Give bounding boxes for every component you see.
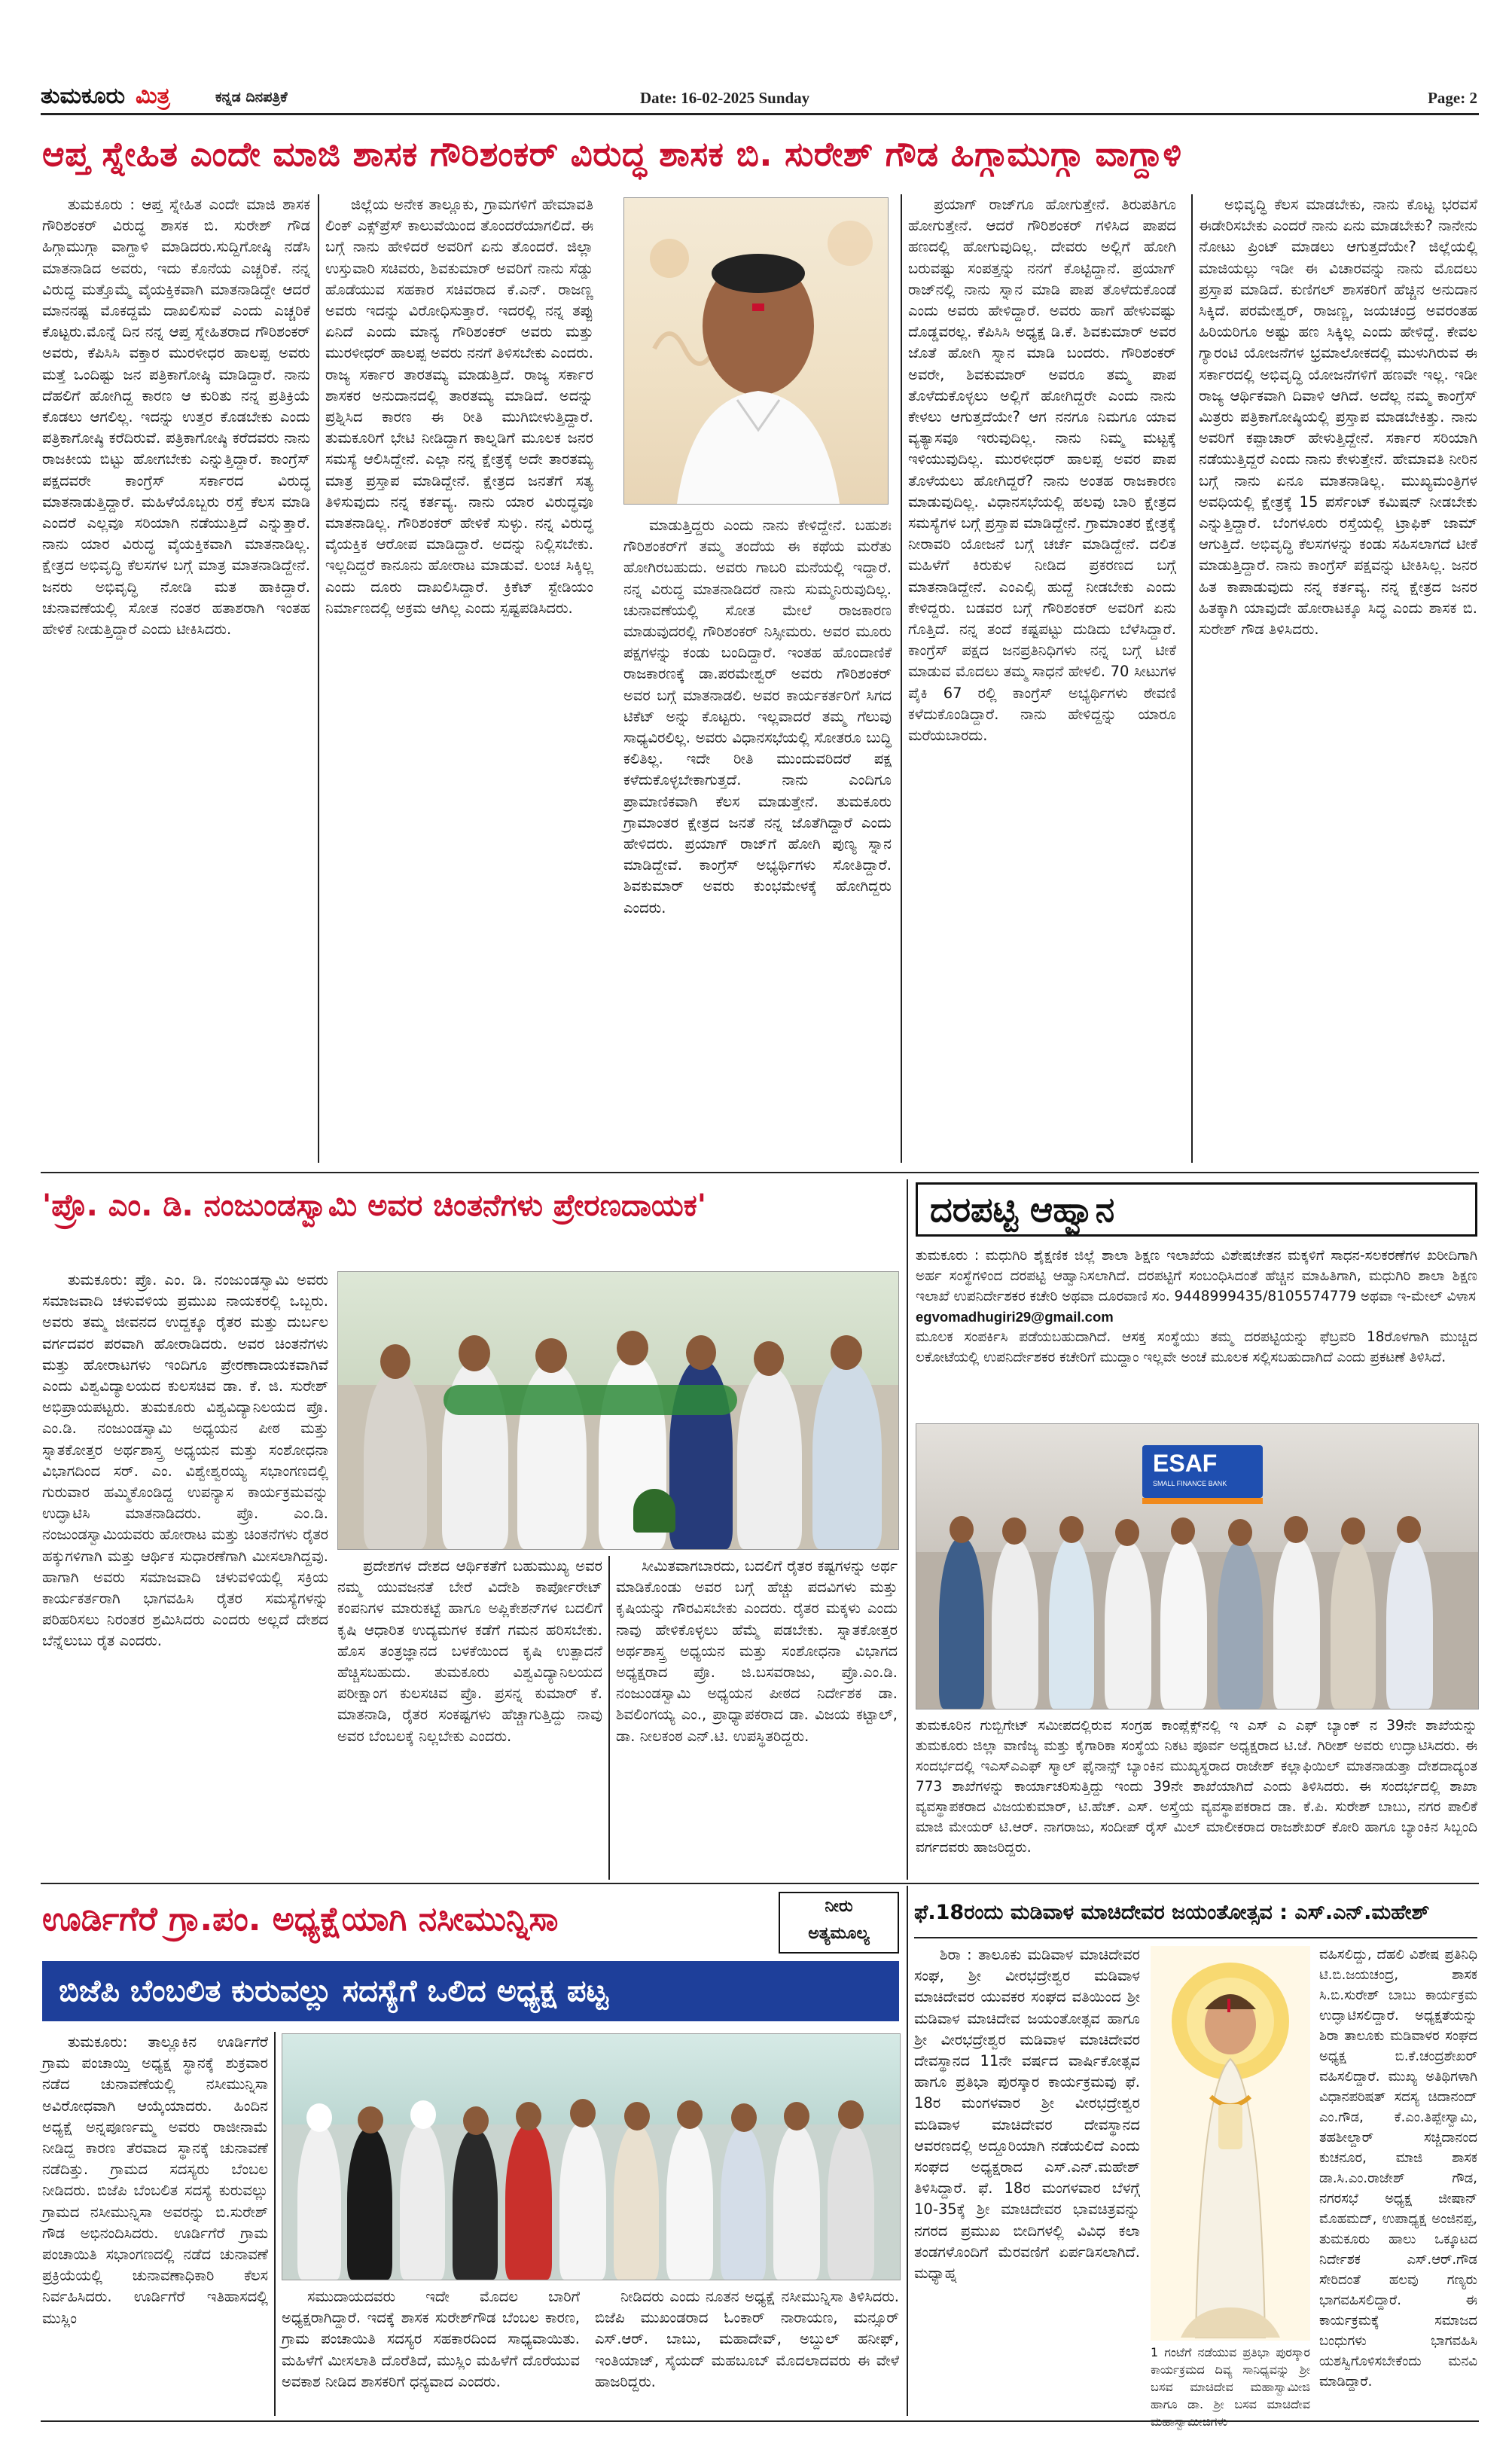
story4-image-caption-text: 1 ಗಂಟೆಗೆ ನಡೆಯುವ ಪ್ರತಿಭಾ ಪುರಸ್ಕಾರ ಕಾರ್ಯಕ್ರಮದ ದಿವ್ಯ ಸಾನಿಧ್ಯವನ್ನು ಶ್ರೀ ಬಸವ ಮಾಚಿದೇವ ಮಹಾಸ್ವಾಮೀಜಿ ಹಾಗೂ ಡಾ. ಶ್ರೀ ಬಸವ ಮಾಚಿದೇವ: [1151, 2345, 1310, 2411]
masthead-date: Date: 16-02-2025 Sunday: [640, 89, 810, 107]
story3-subhead-box: [42, 1961, 899, 2021]
person-head: [1171, 1517, 1195, 1545]
person-head: [624, 2102, 650, 2130]
person-head: [1341, 1517, 1365, 1545]
person-head: [380, 1344, 410, 1379]
person-head: [784, 2102, 809, 2130]
person-head: [754, 1341, 784, 1376]
person-figure: [364, 1370, 427, 1549]
masthead-page: Page: 2: [1428, 89, 1477, 107]
person-head: [950, 1516, 974, 1543]
column-rule: [608, 1556, 610, 1880]
story1-col3-text: ಮಾಡುತ್ತಿದ್ದರು ಎಂದು ನಾನು ಕೇಳಿದ್ದೇನೆ. ಬಹುಶಃ ಗೌರಿಶಂಕರ್‌ಗೆ ತಮ್ಮ ತಂದೆಯ ಈ ಕಥೆಯ ಮರೆತು ಹೋಗಿರಬಹುದು. ಅವರು ಗಾಬರಿ ಮನೆಯಲ್ಲಿ ಇದ್ದಾರೆ. ನನ್ನ ವಿರುದ್ಧ ಮಾತನಾಡಿದರೆ ನಾನು ಸುಮ್ಮನಿರುವುದಿಲ್ಲ. ಚುನಾವಣೆಯಲ್ಲಿ ಸೋತ ಮೇಲೆ ರಾಜಕಾರಣ ಮಾಡುವುದರಲ್ಲಿ ಗೌರಿಶಂಕರ್ ನಿಸ್ಸೀಮರು. ಅವರ ಮೂರು ಪಕ್ಷಗಳನ್ನು ಕಂಡು ಬಂದಿದ್ದಾರೆ. ಇಂತಹ ಹೊಂದಾಣಿಕೆ ರಾಜಕಾರಣಕ್ಕೆ ಡಾ.ಪರಮೇಶ್ವರ್ ಅವರು ಗೌರಿಶಂಕರ್ ಅವರ ಬಗ್ಗೆ ಮಾತನಾಡಲಿ. ಅವರ ಕಾರ್ಯಕರ್ತರಿಗೆ ಸಿಗದ ಟಿಕೆಟ್ ಅನ್ನು ಕೊಟ್ಟರು. ಇಲ್ಲವಾದರೆ ತಮ್ಮ ಗೆಲುವು ಸಾಧ್ಯವಿರಲಿಲ್ಲ. ಅವರು ವಿಧಾನಸಭೆಯಲ್ಲಿ ಸೋತರೂ ಬುದ್ಧಿ ಕಲಿತಿಲ್ಲ. ಇದೇ ರೀತಿ ಮುಂದುವರಿದರೆ ಪಕ್ಷ ಕಳೆದುಕೊಳ್ಳಬೇಕಾಗುತ್ತದೆ. ನಾನು ಎಂದಿಗೂ ಪ್ರಾಮಾಣಿಕವಾಗಿ ಕೆಲಸ ಮಾಡುತ್ತೇನೆ. ತುಮಕೂರು ಗ್ರಾಮಾಂತರ ಕ್ಷೇತ್ರದ ಜನತೆ ನನ್ನ ಜೊತೆಗಿದ್ದಾರೆ ಎಂದು ಹೇಳಿದರು. ಪ್ರಯಾಗ್ ರಾಜ್‌ಗೆ ಹೋಗಿ ಪುಣ್ಯ ಸ್ನಾನ ಮಾಡಿದ್ದೇವೆ. ಕಾಂಗ್ರೆಸ್ ಅಭ್ಯರ್ಥಿಗಳು ಸೋತಿದ್ದಾರೆ. ಶಿವಕುಮಾರ್ ಅವರು ಕುಂಭಮೇಳಕ್ಕೆ ಹೋಗಿದ್ದರು ಎಂದರು.: [623, 517, 892, 917]
person-head: [686, 1335, 716, 1370]
person-figure: [400, 2123, 445, 2280]
column-rule: [907, 1179, 908, 1880]
story1-col1-text: ತುಮಕೂರು : ಆಪ್ತ ಸ್ನೇಹಿತ ಎಂದೇ ಮಾಜಿ ಶಾಸಕ ಗೌರಿಶಂಕರ್ ವಿರುದ್ಧ ಶಾಸಕ ಬಿ. ಸುರೇಶ್ ಗೌಡ ಹಿಗ್ಗಾಮುಗ್ಗಾ ವಾಗ್ದಾಳಿ ಮಾಡಿದರು.ಸುದ್ದಿಗೋಷ್ಠಿ ನಡೆಸಿ ಮಾತನಾಡಿದ ಅವರು, ಇದು ಕೊನೆಯ ಎಚ್ಚರಿಕೆ. ನನ್ನ ವಿರುದ್ಧ ಮತ್ತೊಮ್ಮೆ ವೈಯಕ್ತಿಕವಾಗಿ ಮಾತನಾಡಿದ್ದೇ ಆದರೆ ಮಾನನಷ್ಟ ಮೊಕದ್ದಮೆ ದಾಖಲಿಸುವೆ ಎಂದು ಎಚ್ಚರಿಕೆ ಕೊಟ್ಟರು.ಮೊನ್ನೆ ದಿನ ನನ್ನ ಆಪ್ತ ಸ್ನೇಹಿತರಾದ ಗೌರಿಶಂಕರ್ ಅವರು, ಕೆಪಿಸಿಸಿ ವಕ್ತಾರ ಮುರಳೀಧರ ಹಾಲಪ್ಪ ಅವರು ಮತ್ತೆ ಒಂದಿಷ್ಟು ಜನ ಪತ್ರಿಕಾಗೋಷ್ಠಿ ಮಾಡಿದ್ದಾರೆ. ನಾನು ದೆಹಲಿಗೆ ಹೋಗಿದ್ದ ಕಾರಣ ಆ ಕುರಿತು ನನ್ನ ಪ್ರತಿಕ್ರಿಯೆ ಕೊಡಲು ಆಗಲಿಲ್ಲ. ಇದನ್ನು ಉತ್ತರ ಕೊಡಬೇಕು ಎಂದು ಪತ್ರಿಕಾಗೋಷ್ಠಿ ಕರೆದಿರುವೆ. ಪತ್ರಿಕಾಗೋಷ್ಠಿ ಕರೆದವರು ನಾನು ರಾಜಕೀಯ ಬಿಟ್ಟು ಹೋಗಬೇಕು ಎನ್ನುತ್ತಿದ್ದಾರೆ. ಕಾಂಗ್ರೆಸ್ ಪಕ್ಷದವರೇ ಕಾಂಗ್ರೆಸ್ ಸರ್ಕಾರದ ವಿರುದ್ಧ ಮಾತನಾಡುತ್ತಿದ್ದಾರೆ. ಮಹಿಳೆಯೊಬ್ಬರು ರಸ್ತೆ ಕೆಲಸ ಮಾಡಿ ಎಂದರೆ ಎಲ್ಲವೂ ಸರಿಯಾಗಿ ನಡೆಯುತ್ತಿದೆ ಎನ್ನುತ್ತಾರೆ. ನಾನು ಯಾರ ವಿರುದ್ಧ ವೈಯಕ್ತಿಕವಾಗಿ ಮಾತನಾಡಿಲ್ಲ. ಕ್ಷೇತ್ರದ ಅಭಿವೃದ್ಧಿ ಕೆಲಸಗಳ ಬಗ್ಗೆ ಮಾತ್ರ ಮಾತನಾಡಿದ್ದೇನೆ. ಜನರು ಅಭಿವೃದ್ಧಿ ನೋಡಿ ಮತ ಹಾಕಿದ್ದಾರೆ. ಚುನಾವಣೆಯಲ್ಲಿ ಸೋತ ನಂತರ ಹತಾಶರಾಗಿ ಇಂತಹ ಹೇಳಿಕೆ ನೀಡುತ್ತಿದ್ದಾರೆ ಎಂದು ಟೀಕಿಸಿದರು.: [42, 196, 310, 639]
person-head: [306, 2103, 332, 2132]
person-figure: [1105, 1542, 1151, 1709]
person-figure: [737, 1367, 802, 1549]
person-head: [570, 2099, 596, 2127]
story4-col1-text: ಶಿರಾ : ತಾಲೂಕು ಮಡಿವಾಳ ಮಾಚಿದೇವರ ಸಂಘ, ಶ್ರೀ ವೀರಭದ್ರೇಶ್ವರ ಮಡಿವಾಳ ಮಾಚಿದೇವರ ಯುವಕರ ಸಂಘದ ವತಿಯಿಂದ ಶ್ರೀ ಮಡಿವಾಳ ಮಾಚಿದೇವ ಜಯಂತೋತ್ಸವ ಹಾಗೂ ಶ್ರೀ ವೀರಭದ್ರೇಶ್ವರ ಮಡಿವಾಳ ಮಾಚಿದೇವರ ದೇವಸ್ಥಾನದ 11ನೇ ವರ್ಷದ ವಾರ್ಷಿಕೋತ್ಸವ ಹಾಗೂ ಪ್ರತಿಭಾ ಪುರಸ್ಕಾರ ಕಾರ್ಯಕ್ರಮವು ಫೆ. 18ರ ಮಂಗಳವಾರ ಶ್ರೀ ವೀರಭದ್ರೇಶ್ವರ ಮಡಿವಾಳ ಮಾಚಿದೇವರ ದೇವಸ್ಥಾನದ ಆವರಣದಲ್ಲಿ ಅದ್ದೂರಿಯಾಗಿ ನಡೆಯಲಿದೆ ಎಂದು ಸಂಘದ ಅಧ್ಯಕ್ಷರಾದ ಎಸ್.ಎನ್.ಮಹೇಶ್ ತಿಳಿಸಿದ್ದಾರೆ. ಫೆ. 18ರ ಮಂಗಳವಾರ ಬೆಳಗ್ಗೆ 10-35ಕ್ಕೆ ಶ್ರೀ ಮಾಚಿದೇವರ ಭಾವಚಿತ್ರವನ್ನು ನಗರದ ಪ್ರಮುಖ ಬೀದಿಗಳಲ್ಲಿ ವಿವಿಧ ಕಲಾ ತಂಡಗಳೊಂದಿಗೆ ಮೆರವಣಿಗೆ ಏರ್ಪಡಿಸಲಾಗಿದೆ. ಮಧ್ಯಾಹ್ನ: [914, 1946, 1140, 2283]
story1-col5-text: ಅಭಿವೃದ್ಧಿ ಕೆಲಸ ಮಾಡಬೇಕು, ನಾನು ಕೊಟ್ಟ ಭರವಸೆ ಈಡೇರಿಸಬೇಕು ಎಂದರೆ ನಾನು ಏನು ಮಾಡಬೇಕು? ನಾನೇನು ನೋಟು ಪ್ರಿಂಟ್ ಮಾಡಲು ಆಗುತ್ತದೆಯೇ? ಜಿಲ್ಲೆಯಲ್ಲಿ ಮಾಜಿಯಲ್ಲು ಇಡೀ ಈ ವಿಚಾರವನ್ನು ನಾನು ಮೊದಲು ಪ್ರಸ್ತಾಪ ಮಾಡಿದೆ. ಕುಣಿಗಲ್ ಶಾಸಕರಿಗೆ ಹೆಚ್ಚಿನ ಅನುದಾನ ಸಿಕ್ಕಿದೆ. ಪರಮೇಶ್ವರ್, ರಾಜಣ್ಣ, ಜಯಚಂದ್ರ ಅವರಂತಹ ಹಿರಿಯರಿಗೂ ಅಷ್ಟು ಹಣ ಸಿಕ್ಕಿಲ್ಲ ಎಂದು ಹೇಳಿದ್ದೆ. ಕೇವಲ ಗ್ಯಾರಂಟಿ ಯೋಜನೆಗಳ ಭ್ರಮಾಲೋಕದಲ್ಲಿ ಮುಳುಗಿರುವ ಈ ಸರ್ಕಾರದಲ್ಲಿ ಅಭಿವೃದ್ಧಿ ಯೋಜನೆಗಳಿಗೆ ಹಣವೇ ಇಲ್ಲ. ಇಡೀ ರಾಜ್ಯ ಆರ್ಥಿಕವಾಗಿ ದಿವಾಳಿ ಆಗಿದೆ. ಅದೆಲ್ಲ ನಮ್ಮ ಕಾಂಗ್ರೆಸ್ ಮಿತ್ರರು ಪತ್ರಿಕಾಗೋಷ್ಠಿಯಲ್ಲಿ ಪ್ರಸ್ತಾಪ ಮಾಡಬೇಕಿತ್ತು. ನಾನು ಅವರಿಗೆ ಕಪ್ಪಾಚಾರ್ ಹೇಳುತ್ತಿದ್ದೇನೆ. ಸರ್ಕಾರ ಸರಿಯಾಗಿ ನಡೆಯುತ್ತಿದ್ದರೆ ಎಂದು ನಾನು ಕೇಳುತ್ತೇನೆ. ಹೇಮಾವತಿ ನೀರಿನ ಬಗ್ಗೆ ನಾನು ಏನೂ ಮಾತನಾಡಿಲ್ಲ. ಮುಖ್ಯಮಂತ್ರಿಗಳ ಅವಧಿಯಲ್ಲಿ ಕ್ಷೇತ್ರಕ್ಕೆ 15 ಪರ್ಸೆಂಟ್ ಕಮಿಷನ್ ನೀಡಬೇಕು ಎನ್ನುತ್ತಿದ್ದಾರೆ. ಬೆಂಗಳೂರು ರಸ್ತೆಯಲ್ಲಿ ಟ್ರಾಫಿಕ್ ಜಾಮ್ ಆಗುತ್ತಿದೆ. ಅಭಿವೃದ್ಧಿ ಕೆಲಸಗಳನ್ನು ಕಂಡು ಸಹಿಸಲಾಗದೆ ಟೀಕೆ ಮಾಡುತ್ತಿದ್ದಾರೆ. ನಾನು ಕಾಂಗ್ರೆಸ್ ಪಕ್ಷವನ್ನು ಟೀಕಿಸಿಲ್ಲ. ಜನರ ಹಿತ ಕಾಪಾಡುವುದು ನನ್ನ ಕರ್ತವ್ಯ. ನನ್ನ ಕ್ಷೇತ್ರದ ಜನರ ಹಿತಕ್ಕಾಗಿ ಯಾವುದೇ ಹೋರಾಟಕ್ಕೂ ಸಿದ್ಧ ಎಂದು ಶಾಸಕ ಬಿ. ಸುರೇಶ್ ಗೌಡ ತಿಳಿಸಿದರು.: [1199, 196, 1477, 639]
person-figure: [559, 2121, 606, 2280]
story4-col3-text: ವಹಿಸಲಿದ್ದು, ದೆಹಲಿ ವಿಶೇಷ ಪ್ರತಿನಿಧಿ ಟಿ.ಬಿ.ಜಯಚಂದ್ರ, ಶಾಸಕ ಸಿ.ಬಿ.ಸುರೇಶ್ ಬಾಬು ಕಾರ್ಯಕ್ರಮ ಉದ್ಘಾಟಿಸಲಿದ್ದಾರೆ. ಅಧ್ಯಕ್ಷತೆಯನ್ನು ಶಿರಾ ತಾಲೂಕು ಮಡಿವಾಳರ ಸಂಘದ ಅಧ್ಯಕ್ಷ ಬಿ.ಕೆ.ಚಂದ್ರಶೇಖರ್ ವಹಿಸಲಿದ್ದಾರೆ. ಮುಖ್ಯ ಅತಿಥಿಗಳಾಗಿ ವಿಧಾನಪರಿಷತ್ ಸದಸ್ಯ ಚಿದಾನಂದ್ ಎಂ.ಗೌಡ, ಕೆ.ಎಂ.ತಿಪ್ಪೇಸ್ವಾಮಿ, ತಹಶೀಲ್ದಾರ್ ಸಚ್ಚಿದಾನಂದ ಕುಚನೂರ, ಮಾಜಿ ಶಾಸಕ ಡಾ.ಸಿ.ಎಂ.ರಾಜೇಶ್ ಗೌಡ, ನಗರಸಭೆ ಅಧ್ಯಕ್ಷ ಜೀಷಾನ್ ಮೊಹಮದ್, ಉಪಾಧ್ಯಕ್ಷ ಅಂಜಿನಪ್ಪ, ತುಮಕೂರು ಹಾಲು ಒಕ್ಕೂಟದ ನಿರ್ದೇಶಕ ಎಸ್.ಆರ್.ಗೌಡ ಸೇರಿದಂತೆ ಹಲವು ಗಣ್ಯರು ಭಾಗವಹಿಸಲಿದ್ದಾರೆ. ಈ ಕಾರ್ಯಕ್ರಮಕ್ಕೆ ಸಮಾಜದ ಬಂಧುಗಳು ಭಾಗವಹಿಸಿ ಯಶಸ್ವಿಗೊಳಿಸಬೇಕೆಂದು ಮನವಿ ಮಾಡಿದ್ದಾರೆ.: [1319, 1947, 1477, 2390]
nanjundaswamy-event-photo: [337, 1271, 899, 1550]
person-figure: [1273, 1537, 1320, 1709]
person-figure: [1386, 1537, 1433, 1709]
esaf-caption: [916, 1716, 1477, 1877]
person-head: [1002, 1517, 1026, 1545]
person-figure: [992, 1539, 1038, 1709]
story1-col5: [1199, 194, 1477, 1163]
person-head: [459, 1335, 490, 1371]
esaf-sign-text: ESAF: [1153, 1450, 1218, 1477]
person-figure: [614, 2124, 659, 2280]
tender-text2: ಮೂಲಕ ಸಂಪರ್ಕಿಸಿ ಪಡೆಯಬಹುದಾಗಿದೆ. ಆಸಕ್ತ ಸಂಸ್ಥೆಯು ತಮ್ಮ ದರಪಟ್ಟಿಯನ್ನು ಫೆಬ್ರವರಿ 18ರೊಳಗಾಗಿ ಮುಚ್ಚಿದ ಲಕೋಟೆಯಲ್ಲಿ ಉಪನಿರ್ದೇಶಕರ ಕಚೇರಿಗೆ ಮುದ್ದಾಂ ಇಲ್ಲವೇ ಅಂಚೆ ಮೂಲಕ ಸಲ್ಲಿಸಬಹುದಾಗಿದೆ ಎಂದು ಪ್ರಕಟಣೆ ತಿಳಿಸಿದೆ.: [916, 1329, 1477, 1365]
person-head: [1059, 1516, 1084, 1543]
person-head: [463, 2106, 489, 2135]
story1-col3: [623, 515, 892, 1163]
story2-headline: 'ಪ್ರೊ. ಎಂ. ಡಿ. ನಂಜುಂಡಸ್ವಾಮಿ ಅವರ ಚಿಂತನೆಗಳು ಪ್ರೇರಣದಾಯಕ': [42, 1188, 706, 1223]
story4-col3: [1319, 1944, 1477, 2416]
masthead-brand: ತುಮಕೂರು: [41, 83, 126, 109]
person-head: [838, 2100, 864, 2129]
person-head: [1284, 1516, 1308, 1543]
person-head: [410, 2100, 436, 2129]
person-head: [1397, 1516, 1421, 1543]
tender-headline-box: [916, 1182, 1477, 1237]
column-rule: [274, 2032, 276, 2416]
person-figure: [297, 2124, 341, 2280]
person-figure: [1218, 1540, 1263, 1709]
story1-col1: [42, 194, 310, 1163]
story1-col2-text: ಜಿಲ್ಲೆಯ ಅನೇಕ ತಾಲ್ಲೂಕು, ಗ್ರಾಮಗಳಿಗೆ ಹೇಮಾವತಿ ಲಿಂಕ್ ಎಕ್ಸ್‌ಪ್ರೆಸ್ ಕಾಲುವೆಯಿಂದ ತೊಂದರೆಯಾಗಲಿದೆ. ಈ ಬಗ್ಗೆ ನಾನು ಹೇಳಿದರೆ ಅವರಿಗೆ ಏನು ತೊಂದರೆ. ಜಿಲ್ಲಾ ಉಸ್ತುವಾರಿ ಸಚಿವರು, ಶಿವಕುಮಾರ್ ಅವರಿಗೆ ನಾನು ಸೆಡ್ಡು ಹೊಡೆಯುವ ಸಹಕಾರ ಸಚಿವರಾದ ಕೆ.ಎನ್. ರಾಜಣ್ಣ ಅವರು ಇದನ್ನು ವಿರೋಧಿಸುತ್ತಾರೆ. ಇದರಲ್ಲಿ ನನ್ನ ತಪ್ಪು ಏನಿದೆ ಎಂದು ಮಾನ್ಯ ಗೌರಿಶಂಕರ್ ಅವರು ಮತ್ತು ಮುರಳೀಧರ್ ಹಾಲಪ್ಪ ಅವರು ನನಗೆ ತಿಳಿಸಬೇಕು ಎಂದರು. ರಾಜ್ಯ ಸರ್ಕಾರ ತಾರತಮ್ಯ ಮಾಡುತ್ತಿದೆ. ರಾಜ್ಯ ಸರ್ಕಾರ ಶಾಸಕರ ಅನುದಾನದಲ್ಲಿ ತಾರತಮ್ಯ ಮಾಡಿದೆ. ಅದನ್ನು ಪ್ರಶ್ನಿಸಿದ ಕಾರಣ ಈ ರೀತಿ ಮುಗಿಬೀಳುತ್ತಿದ್ದಾರೆ. ತುಮಕೂರಿಗೆ ಭೇಟಿ ನೀಡಿದ್ದಾಗ ಕಾಲ್ನಡಿಗೆ ಮೂಲಕ ಜನರ ಸಮಸ್ಯೆ ಆಲಿಸಿದ್ದೇನೆ. ಎಲ್ಲಾ ನನ್ನ ಕ್ಷೇತ್ರಕ್ಕೆ ಅದೇ ತಾರತಮ್ಯ ಮಾತ್ರ ಪ್ರಸ್ತಾಪ ಮಾಡಿದ್ದೇನೆ. ಕ್ಷೇತ್ರದ ಜನತೆಗೆ ಸತ್ಯ ತಿಳಿಸುವುದು ನನ್ನ ಕರ್ತವ್ಯ. ನಾನು ಯಾರ ವಿರುದ್ಧವೂ ಮಾತನಾಡಿಲ್ಲ. ಗೌರಿಶಂಕರ್ ಹೇಳಿಕೆ ಸುಳ್ಳು. ನನ್ನ ವಿರುದ್ಧ ವೈಯಕ್ತಿಕ ಆರೋಪ ಮಾಡಿದ್ದಾರೆ. ಅದನ್ನು ನಿಲ್ಲಿಸಬೇಕು. ಇಲ್ಲದಿದ್ದರೆ ಕಾನೂನು ಹೋರಾಟ ಮಾಡುವೆ. ಲಂಚ ಸಿಕ್ಕಿಲ್ಲ ಎಂದು ದೂರು ದಾಖಲಿಸಿದ್ದಾರೆ. ಕ್ರಿಕೆಟ್ ಸ್ಟೇಡಿಯಂ ನಿರ್ಮಾಣದಲ್ಲಿ ಅಕ್ರಮ ಆಗಿಲ್ಲ ಎಂದು ಸ್ಪಷ್ಟಪಡಿಸಿದರು.: [325, 196, 593, 617]
person-head: [1115, 1519, 1139, 1546]
column-rule: [318, 194, 319, 1163]
person-figure: [1331, 1539, 1376, 1709]
story3-lower-a-text: ಸಮುದಾಯದವರು ಇದೇ ಮೊದಲ ಬಾರಿಗೆ ಅಧ್ಯಕ್ಷರಾಗಿದ್ದಾರೆ. ಇದಕ್ಕೆ ಶಾಸಕ ಸುರೇಶ್‌ಗೌಡ ಬೆಂಬಲ ಕಾರಣ, ಗ್ರಾಮ ಪಂಚಾಯಿತಿ ಸದಸ್ಯರ ಸಹಕಾರದಿಂದ ಸಾಧ್ಯವಾಯಿತು. ಮಹಿಳೆಗೆ ಮೀಸಲಾತಿ ದೊರೆತಿದೆ, ಮುಸ್ಲಿಂ ಮಹಿಳೆಗೆ ದೊರೆಯುವ ಅವಕಾಶ ನೀಡಿದ ಶಾಸಕರಿಗೆ ಧನ್ಯವಾದ ಎಂದರು.: [282, 2288, 580, 2390]
person-head: [1228, 1519, 1252, 1546]
story3-lower-b-text: ನೀಡಿದರು ಎಂದು ನೂತನ ಅಧ್ಯಕ್ಷೆ ನಸೀಮುನ್ನಿಸಾ ತಿಳಿಸಿದರು. ಬಿಜೆಪಿ ಮುಖಂಡರಾದ ಓಂಕಾರ್ ನಾರಾಯಣ, ಮನ್ಸೂರ್ ಎಸ್.ಆರ್. ಬಾಬು, ಮಹಾದೇವ್, ಅಬ್ದುಲ್ ಹನೀಫ್, ಇಂತಿಯಾಜ್, ಸೈಯದ್ ಮಹಬೂಬ್ ಮೊದಲಾದವರು ಈ ವೇಳೆ ಹಾಜರಿದ್ದರು.: [595, 2288, 899, 2390]
person-head: [831, 1335, 862, 1370]
page-bottom-rule: [41, 2420, 1479, 2422]
masthead-brand-accent: ಮಿತ್ರ: [136, 83, 170, 109]
person-figure: [347, 2127, 392, 2280]
column-rule: [901, 194, 902, 1163]
tender-headline: ದರಪಟ್ಟಿ ಆಹ್ವಾನ: [930, 1189, 1115, 1230]
green-shawl: [444, 1385, 737, 1415]
orange-bar: [1142, 1498, 1263, 1504]
person-head: [535, 1338, 567, 1373]
esaf-sign: [1142, 1445, 1263, 1498]
person-figure: [828, 2123, 874, 2280]
story3-col1: [42, 2032, 268, 2416]
section-rule: [41, 1883, 1479, 1884]
person-figure: [812, 1361, 882, 1549]
story2-lower-a-text: ಪ್ರದೇಶಗಳ ದೇಶದ ಆರ್ಥಿಕತೆಗೆ ಬಹುಮುಖ್ಯ ಅವರ ನಮ್ಮ ಯುವಜನತೆ ಬೇರೆ ವಿದೇಶಿ ಕಾರ್ಪೋರೇಟ್ ಕಂಪನಿಗಳ ಮಾರುಕಟ್ಟೆ ಹಾಗೂ ಅಪ್ಲಿಕೇಶನ್‌ಗಳ ಬದಲಿಗೆ ಕೃಷಿ ಆಧಾರಿತ ಉದ್ಯಮಗಳ ಕಡೆಗೆ ಗಮನ ಹರಿಸಬೇಕು. ಹೊಸ ತಂತ್ರಜ್ಞಾನದ ಬಳಕೆಯಿಂದ ಕೃಷಿ ಉತ್ಪಾದನೆ ಹೆಚ್ಚಿಸಬಹುದು. ತುಮಕೂರು ವಿಶ್ವವಿದ್ಯಾನಿಲಯದ ಪರೀಕ್ಷಾಂಗ ಕುಲಸಚಿವ ಪ್ರೊ. ಪ್ರಸನ್ನ ಕುಮಾರ್ ಕೆ. ಮಾತನಾಡಿ, ರೈತರ ಸಂಕಷ್ಟಗಳು ಹೆಚ್ಚಾಗುತ್ತಿದ್ದು ನಾವು ಅವರ ಬೆಂಬಲಕ್ಕೆ ನಿಲ್ಲಬೇಕು ಎಂದರು.: [337, 1557, 602, 1745]
masthead-rule: [41, 113, 1479, 115]
person-figure: [505, 2124, 552, 2280]
water-slogan-box: [779, 1892, 899, 1954]
person-head: [516, 2102, 541, 2130]
tender-text: [916, 1246, 1477, 1414]
story3-subhead: ಬಿಜೆಪಿ ಬೆಂಬಲಿತ ಕುರುವಲ್ಲು ಸದಸ್ಯೆಗೆ ಒಲಿದ ಅಧ್ಯಕ್ಷ ಪಟ್ಟ: [59, 1974, 608, 2008]
mla-portrait-photo: [623, 197, 889, 505]
machideva-illustration: [1151, 1946, 1310, 2341]
column-rule: [907, 1886, 908, 2416]
esaf-sign-subtext: SMALL FINANCE BANK: [1153, 1480, 1227, 1487]
person-head: [358, 2106, 383, 2134]
story1-col4: [908, 194, 1176, 1163]
person-figure: [453, 2129, 498, 2280]
masthead-subtitle: ಕನ್ನಡ ದಿನಪತ್ರಿಕೆ: [215, 89, 288, 105]
madivala-machideva-image: [1151, 1946, 1310, 2341]
story3-headline: ಊರ್ಡಿಗೆರೆ ಗ್ರಾ.ಪಂ. ಅಧ್ಯಕ್ಷೆಯಾಗಿ ನಸೀಮುನ್ನಿಸಾ: [42, 1900, 559, 1938]
person-figure: [666, 2123, 713, 2280]
mla-portrait-illustration: [624, 198, 888, 504]
person-figure: [773, 2124, 820, 2280]
story4-headline: ಫೆ.18ರಂದು ಮಡಿವಾಳ ಮಾಚಿದೇವರ ಜಯಂತೋತ್ಸವ : ಎಸ್.ಎನ್.ಮಹೇಶ್: [914, 1901, 1430, 1924]
person-head: [617, 1331, 648, 1365]
plant-pot: [633, 1489, 675, 1533]
section-rule: [41, 1172, 1479, 1173]
water-slogan-line1: ನೀರು: [825, 1897, 853, 1916]
masthead: [41, 83, 1479, 114]
person-figure: [721, 2126, 766, 2280]
story1-col2: [325, 194, 593, 1163]
story2-lower-b-text: ಸೀಮಿತವಾಗಬಾರದು, ಬದಲಿಗೆ ರೈತರ ಕಷ್ಟಗಳನ್ನು ಅರ್ಥ ಮಾಡಿಕೊಂಡು ಅವರ ಬಗ್ಗೆ ಹೆಚ್ಚು ಪದವಿಗಳು ಮತ್ತು ಕೃಷಿಯನ್ನು ಗೌರವಿಸಬೇಕು ಎಂದರು. ರೈತರ ಮಕ್ಕಳು ಎಂದು ನಾವು ಹೇಳಿಕೊಳ್ಳಲು ಹೆಮ್ಮೆ ಪಡಬೇಕು. ಸ್ನಾತಕೋತ್ತರ ಅರ್ಥಶಾಸ್ತ್ರ ಅಧ್ಯಯನ ಮತ್ತು ಸಂಶೋಧನಾ ವಿಭಾಗದ ಅಧ್ಯಕ್ಷರಾದ ಪ್ರೊ. ಜಿ.ಬಸವರಾಜು, ಪ್ರೊ.ಎಂ.ಡಿ. ನಂಜುಂಡಸ್ವಾಮಿ ಅಧ್ಯಯನ ಪೀಠದ ನಿರ್ದೇಶಕ ಡಾ. ಶಿವಲಿಂಗಯ್ಯ ಎಂ., ಪ್ರಾಧ್ಯಾಪಕರಾದ ಡಾ. ವಿಜಯ ಕಟ್ಟಾಲ್, ಡಾ. ನೀಲಕಂಠ ಎನ್.ಟಿ. ಉಪಸ್ಥಿತರಿದ್ದರು.: [616, 1557, 898, 1745]
story2-lower-b: [616, 1556, 898, 1872]
person-figure: [1160, 1539, 1207, 1709]
story3-lower-a: [282, 2286, 580, 2416]
story4-rule: [914, 1937, 1477, 1938]
water-slogan-line2: ಅತ್ಯಮೂಲ್ಯ: [808, 1924, 870, 1943]
story3-col1-text: ತುಮಕೂರು: ತಾಲ್ಲೂಕಿನ ಊರ್ಡಿಗೆರೆ ಗ್ರಾಮ ಪಂಚಾಯ್ತಿ ಅಧ್ಯಕ್ಷ ಸ್ಥಾನಕ್ಕೆ ಶುಕ್ರವಾರ ನಡೆದ ಚುನಾವಣೆಯಲ್ಲಿ ನಸೀಮುನ್ನಿಸಾ ಅವಿರೋಧವಾಗಿ ಆಯ್ಕೆಯಾದರು. ಹಿಂದಿನ ಅಧ್ಯಕ್ಷೆ ಅನ್ನಪೂರ್ಣಮ್ಮ ಅವರು ರಾಜೀನಾಮೆ ನೀಡಿದ್ದ ಕಾರಣ ತೆರವಾದ ಸ್ಥಾನಕ್ಕೆ ಚುನಾವಣೆ ನಡೆದಿತ್ತು. ಗ್ರಾಮದ ಸದಸ್ಯರು ಬೆಂಬಲ ನೀಡಿದರು. ಬಿಜೆಪಿ ಬೆಂಬಲಿತ ಸದಸ್ಯೆ ಕುರುವಲ್ಲು ಗ್ರಾಮದ ನಸೀಮುನ್ನಿಸಾ ಅವರನ್ನು ಬಿ.ಸುರೇಶ್ ಗೌಡ ಅಭಿನಂದಿಸಿದರು. ಊರ್ಡಿಗೆರೆ ಗ್ರಾಮ ಪಂಚಾಯಿತಿ ಸಭಾಂಗಣದಲ್ಲಿ ನಡೆದ ಚುನಾವಣೆ ಪ್ರಕ್ರಿಯೆಯಲ್ಲಿ ಚುನಾವಣಾಧಿಕಾರಿ ಕೆಲಸ ನಿರ್ವಹಿಸಿದರು. ಊರ್ಡಿಗೆರೆ ಇತಿಹಾಸದಲ್ಲಿ ಮುಸ್ಲಿಂ: [42, 2033, 268, 2327]
story1-col4-text: ಪ್ರಯಾಗ್ ರಾಜ್‌ಗೂ ಹೋಗುತ್ತೇನೆ. ತಿರುಪತಿಗೂ ಹೋಗುತ್ತೇನೆ. ಆದರೆ ಗೌರಿಶಂಕರ್ ಗಳಿಸಿದ ಪಾಪದ ಹಣದಲ್ಲಿ ಹೋಗುವುದಿಲ್ಲ. ದೇವರು ಅಲ್ಲಿಗೆ ಹೋಗಿ ಬರುವಷ್ಟು ಸಂಪತ್ತನ್ನು ನನಗೆ ಕೊಟ್ಟಿದ್ದಾನೆ. ಪ್ರಯಾಗ್ ರಾಜ್‌ನಲ್ಲಿ ನಾನು ಸ್ನಾನ ಮಾಡಿ ಪಾಪ ತೊಳೆದುಕೊಂಡೆ ಎಂದು ಅವರು ಹೇಳಿದ್ದಾರೆ. ಅವರು ಹಾಗೆ ಹೇಳುವಷ್ಟು ದೊಡ್ಡವರಲ್ಲ. ಕೆಪಿಸಿಸಿ ಅಧ್ಯಕ್ಷ ಡಿ.ಕೆ. ಶಿವಕುಮಾರ್ ಅವರ ಜೊತೆ ಹೋಗಿ ಸ್ನಾನ ಮಾಡಿ ಬಂದರು. ಗೌರಿಶಂಕರ್ ಅವರೇ, ಶಿವಕುಮಾರ್ ಅವರೂ ತಮ್ಮ ಪಾಪ ತೊಳೆದುಕೊಳ್ಳಲು ಅಲ್ಲಿಗೆ ಹೋಗಿದ್ದರೇ ಎಂದು ನಾನು ಕೇಳಲು ಆಗುತ್ತದೆಯೇ? ಆಗ ನನಗೂ ನಿಮಗೂ ಯಾವ ವ್ಯತ್ಯಾಸವೂ ಇರುವುದಿಲ್ಲ. ನಾನು ನಿಮ್ಮ ಮಟ್ಟಕ್ಕೆ ಇಳಿಯುವುದಿಲ್ಲ. ಮುರಳೀಧರ್ ಹಾಲಪ್ಪ ಅವರ ಪಾಪ ತೊಳೆಯಲು ಹೋಗಿದ್ದರೆ? ನಾನು ಅಂತಹ ರಾಜಕಾರಣ ಮಾಡುವುದಿಲ್ಲ. ವಿಧಾನಸಭೆಯಲ್ಲಿ ಹಲವು ಬಾರಿ ಕ್ಷೇತ್ರದ ಸಮಸ್ಯೆಗಳ ಬಗ್ಗೆ ಪ್ರಸ್ತಾಪ ಮಾಡಿದ್ದೇನೆ. ಗ್ರಾಮಾಂತರ ಕ್ಷೇತ್ರಕ್ಕೆ ನೀರಾವರಿ ಯೋಜನೆ ಬಗ್ಗೆ ಚರ್ಚೆ ಮಾಡಿದ್ದೇನೆ. ದಲಿತ ಮಹಿಳೆಗೆ ಕಿರುಕುಳ ನೀಡಿದ ಪ್ರಕರಣದ ಬಗ್ಗೆ ಮಾತನಾಡಿದ್ದೇನೆ. ಎಂಎಲ್ಸಿ ಹುದ್ದೆ ನೀಡಬೇಕು ಎಂದು ಕೇಳಿದ್ದರು. ಬಡವರ ಬಗ್ಗೆ ಗೌರಿಶಂಕರ್ ಅವರಿಗೆ ಏನು ಗೊತ್ತಿದೆ. ನನ್ನ ತಂದೆ ಕಷ್ಟಪಟ್ಟು ದುಡಿದು ಬೆಳೆಸಿದ್ದಾರೆ. ಕಾಂಗ್ರೆಸ್ ಪಕ್ಷದ ಜನಪ್ರತಿನಿಧಿಗಳು ನನ್ನ ಬಗ್ಗೆ ಟೀಕೆ ಮಾಡುವ ಮೊದಲು ತಮ್ಮ ಸಾಧನೆ ಹೇಳಲಿ. 70 ಸೀಟುಗಳ ಪೈಕಿ 67 ರಲ್ಲಿ ಕಾಂಗ್ರೆಸ್ ಅಭ್ಯರ್ಥಿಗಳು ಠೇವಣಿ ಕಳೆದುಕೊಂಡಿದ್ದಾರೆ. ನಾನು ಹೇಳಿದ್ದನ್ನು ಯಾರೂ ಮರೆಯಬಾರದು.: [908, 196, 1176, 745]
esaf-bank-opening-photo: [916, 1423, 1479, 1710]
story1-headline: ಆಪ್ತ ಸ್ನೇಹಿತ ಎಂದೇ ಮಾಜಿ ಶಾಸಕ ಗೌರಿಶಂಕರ್ ವಿರುದ್ಧ ಶಾಸಕ ಬಿ. ಸುರೇಶ್ ಗೌಡ ಹಿಗ್ಗಾಮುಗ್ಗಾ ವಾಗ್ದಾಳಿ: [42, 134, 1182, 174]
tender-text1: ತುಮಕೂರು : ಮಧುಗಿರಿ ಶೈಕ್ಷಣಿಕ ಜಿಲ್ಲೆ ಶಾಲಾ ಶಿಕ್ಷಣ ಇಲಾಖೆಯ ವಿಶೇಷಚೇತನ ಮಕ್ಕಳಿಗೆ ಸಾಧನ-ಸಲಕರಣೆಗಳ ಖರೀದಿಗಾಗಿ ಅರ್ಹ ಸಂಸ್ಥೆಗಳಿಂದ ದರಪಟ್ಟಿ ಆಹ್ವಾನಿಸಲಾಗಿದೆ. ದರಪಟ್ಟಿಗೆ ಸಂಬಂಧಿಸಿದಂತೆ ಹೆಚ್ಚಿನ ಮಾಹಿತಿಗಾಗಿ, ಮಧುಗಿರಿ ಶಾಲಾ ಶಿಕ್ಷಣ ಇಲಾಖೆ ಉಪನಿರ್ದೇಶಕರ ಕಚೇರಿ ಅಥವಾ ದೂರವಾಣಿ ಸಂ. 9448999435/8105574779 ಅಥವಾ ಇ-ಮೇಲ್ ವಿಳಾಸ: [916, 1248, 1477, 1304]
story3-lower-b: [595, 2286, 899, 2416]
story2-col1: [42, 1270, 328, 1872]
story4-image-caption: [1151, 2344, 1310, 2416]
person-figure: [939, 1537, 984, 1709]
person-figure: [1049, 1537, 1094, 1709]
person-head: [731, 2103, 757, 2132]
story4-col1: [914, 1944, 1140, 2416]
story2-lower-a: [337, 1556, 602, 1872]
esaf-caption-text: ತುಮಕೂರಿನ ಗುಬ್ಬಿಗೇಟ್ ಸಮೀಪದಲ್ಲಿರುವ ಸಂಗ್ರಹ ಕಾಂಪ್ಲೆಕ್ಸ್‌ನಲ್ಲಿ ಇ ಎಸ್ ಎ ಎಫ್ ಬ್ಯಾಂಕ್ ನ 39ನೇ ಶಾಖೆಯನ್ನು ತುಮಕೂರು ಜಿಲ್ಲಾ ವಾಣಿಜ್ಯ ಮತ್ತು ಕೈಗಾರಿಕಾ ಸಂಸ್ಥೆಯ ನಿಕಟ ಪೂರ್ವ ಅಧ್ಯಕ್ಷರಾದ ಟಿ.ಜೆ. ಗಿರೀಶ್ ಅವರು ಉದ್ಘಾಟಿಸಿದರು. ಈ ಸಂದರ್ಭದಲ್ಲಿ ಇಎಸ್ಎಎಫ್ ಸ್ಮಾಲ್ ಫೈನಾನ್ಸ್ ಬ್ಯಾಂಕಿನ ಮುಖ್ಯಸ್ಥರಾದ ರಾಜೇಶ್ ಕಲ್ಲಾಫಿಯಿಲ್ ಮಾತನಾಡುತ್ತಾ ದೇಶದಾದ್ಯಂತ 773 ಶಾಖೆಗಳನ್ನು ಕಾರ್ಯಾಚರಿಸುತ್ತಿದ್ದು ಇಂದು 39ನೇ ಶಾಖೆಯಾಗಿದೆ ಎಂದು ತಿಳಿಸಿದರು. ಈ ಸಂದರ್ಭದಲ್ಲಿ ಶಾಖಾ ವ್ಯವಸ್ಥಾಪಕರಾದ ವಿಜಯಕುಮಾರ್, ಟಿ.ಹೆಚ್. ಎಸ್. ಅಸ್ತ್ರೆಯ ವ್ಯವಸ್ಥಾಪಕರಾದ ಡಾ. ಕೆ.ಪಿ. ಸುರೇಶ್ ಬಾಬು, ನಗರ ಪಾಲಿಕೆ ಮಾಜಿ ಮೇಯರ್ ಟಿ.ಆರ್. ನಾಗರಾಜು, ಸಂದೀಪ್ ರೈಸ್ ಮಿಲ್ ಮಾಲೀಕರಾದ ರಾಜಶೇಖರ್ ಕೋರಿ ಹಾಗೂ ಬ್ಯಾಂಕಿನ ಸಿಬ್ಬಂದಿ ವರ್ಗದವರು ಹಾಜರಿದ್ದರು.: [916, 1718, 1477, 1856]
panchayat-group-photo: [282, 2033, 901, 2280]
person-head: [677, 2100, 703, 2129]
column-rule: [1191, 194, 1193, 1163]
tender-email: egvomadhugiri29@gmail.com: [916, 1309, 1114, 1325]
story2-col1-text: ತುಮಕೂರು: ಪ್ರೊ. ಎಂ. ಡಿ. ನಂಜುಂಡಸ್ವಾಮಿ ಅವರು ಸಮಾಜವಾದಿ ಚಳುವಳಿಯ ಪ್ರಮುಖ ನಾಯಕರಲ್ಲಿ ಒಬ್ಬರು. ಅವರು ತಮ್ಮ ಜೀವನದ ಉದ್ದಕ್ಕೂ ರೈತರ ಮತ್ತು ದುರ್ಬಲ ವರ್ಗದವರ ಪರವಾಗಿ ಹೋರಾಡಿದರು. ಅವರ ಚಿಂತನೆಗಳು ಮತ್ತು ಹೋರಾಟಗಳು ಇಂದಿಗೂ ಪ್ರೇರಣಾದಾಯಕವಾಗಿವೆ ಎಂದು ವಿಶ್ವವಿದ್ಯಾಲಯದ ಕುಲಸಚಿವ ಡಾ. ಕೆ. ಜಿ. ಸುರೇಶ್ ಅಭಿಪ್ರಾಯಪಟ್ಟರು. ತುಮಕೂರು ವಿಶ್ವವಿದ್ಯಾನಿಲಯದ ಪ್ರೊ. ಎಂ.ಡಿ. ನಂಜುಂಡಸ್ವಾಮಿ ಅಧ್ಯಯನ ಪೀಠ ಮತ್ತು ಸ್ನಾತಕೋತ್ತರ ಅರ್ಥಶಾಸ್ತ್ರ ಅಧ್ಯಯನ ಮತ್ತು ಸಂಶೋಧನಾ ವಿಭಾಗದಿಂದ ಸರ್. ಎಂ. ವಿಶ್ವೇಶ್ವರಯ್ಯ ಸಭಾಂಗಣದಲ್ಲಿ ಗುರುವಾರ ಹಮ್ಮಿಕೊಂಡಿದ್ದ ಉಪನ್ಯಾಸ ಕಾರ್ಯಕ್ರಮವನ್ನು ಉದ್ಘಾಟಿಸಿ ಮಾತನಾಡಿದರು. ಪ್ರೊ. ಎಂ.ಡಿ. ನಂಜುಂಡಸ್ವಾಮಿಯವರು ಹೋರಾಟ ಮತ್ತು ಚಿಂತನೆಗಳು ರೈತರ ಹಕ್ಕುಗಳಿಗಾಗಿ ಮತ್ತು ಆರ್ಥಿಕ ಸುಧಾರಣೆಗಾಗಿ ಮೀಸಲಾಗಿದ್ದವು. ಹಾಗಾಗಿ ಅವರು ಸಮಾಜವಾದಿ ಚಳುವಳಿಯಲ್ಲಿ ಸಕ್ರಿಯ ಕಾರ್ಯಕರ್ತರಾಗಿ ಭಾಗವಹಿಸಿ ರೈತರ ಸಮಸ್ಯೆಗಳನ್ನು ಪರಿಹರಿಸಲು ನಿರಂತರ ಶ್ರಮಿಸಿದರು ಎಂದರು ಅಲ್ಲದೆ ದೇಶದ ಬೆನ್ನೆಲುಬು ರೈತ ಎಂದರು.: [42, 1271, 328, 1650]
